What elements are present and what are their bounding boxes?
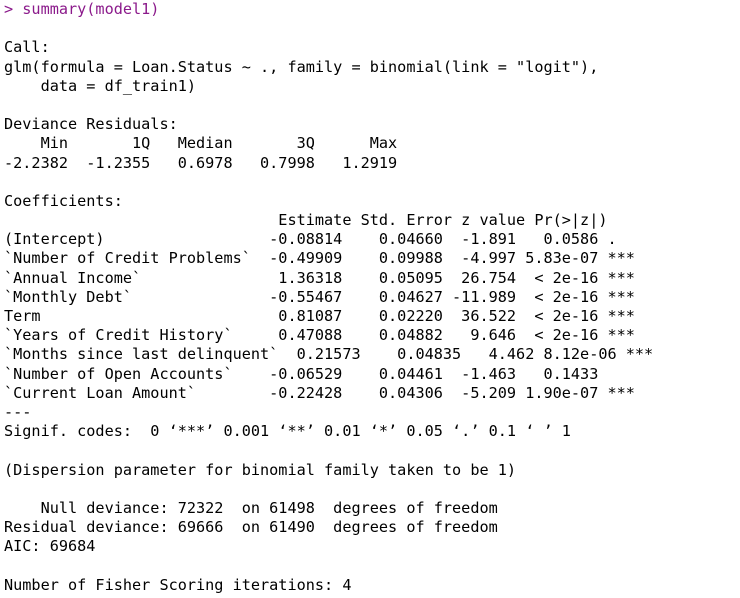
coefficients-heading: Coefficients: (4, 191, 123, 210)
call-data: data = df_train1) (4, 76, 197, 95)
dispersion-note: (Dispersion parameter for binomial family taken to be 1) (4, 460, 517, 479)
console-line (4, 96, 740, 115)
console-line (4, 19, 740, 38)
coefficients-header-row: Estimate Std. Error z value Pr(>|z|) (4, 211, 608, 230)
console-line (4, 556, 740, 575)
console-line (4, 480, 740, 499)
call-heading: Call: (4, 38, 50, 57)
null-deviance: Null deviance: 72322 on 61498 degrees of freedom (4, 498, 498, 517)
signif-codes: Signif. codes: 0 ‘***’ 0.001 ‘**’ 0.01 ‘*’ 0.05 ‘.’ 0.1 ‘ ’ 1 (4, 422, 571, 441)
coefficient-row-credit-problems: `Number of Credit Problems` -0.49909 0.09988 -4.997 5.83e-07 *** (4, 249, 635, 268)
r-console-output[interactable] (4, 0, 740, 595)
coefficient-row-months-delinquent: `Months since last delinquent` 0.21573 0.04835 4.462 8.12e-06 *** (4, 345, 654, 364)
console-line (4, 441, 740, 460)
deviance-residuals-values: -2.2382 -1.2355 0.6978 0.7998 1.2919 (4, 153, 398, 172)
coefficient-row-credit-history: `Years of Credit History` 0.47088 0.04882 9.646 < 2e-16 *** (4, 326, 635, 345)
aic-value: AIC: 69684 (4, 537, 96, 556)
coefficient-row-loan-amount: `Current Loan Amount` -0.22428 0.04306 -5.209 1.90e-07 *** (4, 383, 635, 402)
separator-line: --- (4, 402, 32, 421)
call-formula: glm(formula = Loan.Status ~ ., family = binomial(link = "logit"), (4, 57, 599, 76)
deviance-residuals-heading: Deviance Residuals: (4, 115, 178, 134)
console-line (4, 173, 740, 192)
deviance-residuals-header: Min 1Q Median 3Q Max (4, 134, 398, 153)
coefficient-row-intercept: (Intercept) -0.08814 0.04660 -1.891 0.0586 . (4, 230, 617, 249)
console-command: > summary(model1) (4, 0, 160, 18)
coefficient-row-monthly-debt: `Monthly Debt` -0.55467 0.04627 -11.989 < 2e-16 *** (4, 287, 635, 306)
coefficient-row-term: Term 0.81087 0.02220 36.522 < 2e-16 *** (4, 307, 635, 325)
console-output-block (4, 19, 740, 595)
coefficient-row-open-accounts: `Number of Open Accounts` -0.06529 0.04461 -1.463 0.1433 (4, 364, 599, 383)
coefficient-row-annual-income: `Annual Income` 1.36318 0.05095 26.754 < 2e-16 *** (4, 268, 635, 287)
residual-deviance: Residual deviance: 69666 on 61490 degrees of freedom (4, 518, 498, 537)
fisher-iterations: Number of Fisher Scoring iterations: 4 (4, 575, 352, 594)
